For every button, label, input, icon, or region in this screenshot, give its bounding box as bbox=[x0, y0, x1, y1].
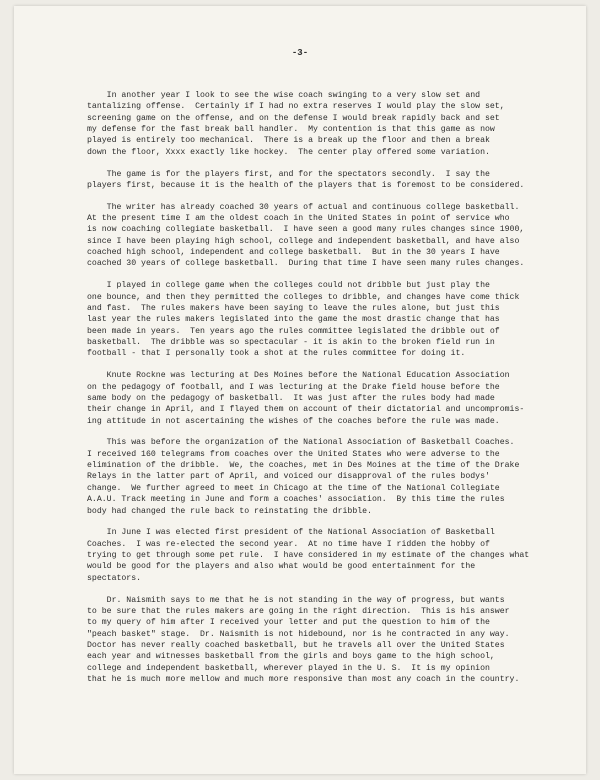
text-line: ing attitude in not ascertaining the wishes of the coaches before the rule was made. bbox=[87, 416, 500, 426]
text-line: since I have been playing high school, college and independent basketball, and have also bbox=[87, 236, 520, 246]
text-line: spectators. bbox=[87, 573, 142, 583]
page-number: -3- bbox=[291, 48, 309, 58]
text-line: I played in college game when the colleges could not dribble but just play the bbox=[87, 281, 490, 291]
text-line: coached high school, independent and college basketball. But in the 30 years I have bbox=[87, 248, 500, 258]
text-line: Doctor has never really coached basketball, but he travels all over the United States bbox=[87, 640, 505, 650]
text-line: same body on the pedagogy of basketball. It was just after the rules body had made bbox=[87, 393, 495, 403]
text-line: elimination of the dribble. We, the coaches, met in Des Moines at the time of the Drake bbox=[87, 461, 520, 471]
text-line: body had changed the rule back to reinstating the dribble. bbox=[87, 506, 372, 516]
text-line: Knute Rockne was lecturing at Des Moines before the National Education Association bbox=[87, 371, 510, 381]
text-line: The writer has already coached 30 years of actual and continuous college basketball. bbox=[87, 202, 520, 212]
text-line: Coaches. I was re-elected the second year. At no time have I ridden the hobby of bbox=[87, 539, 490, 549]
text-line: change. We further agreed to meet in Chicago at the time of the National Collegiate bbox=[87, 483, 500, 493]
paragraph bbox=[87, 370, 557, 427]
text-line: Relays in the latter part of April, and voiced our disapproval of the rules bodys' bbox=[87, 472, 490, 482]
text-line: "peach basket" stage. Dr. Naismith is not hidebound, nor is he contracted in any way. bbox=[87, 629, 510, 639]
text-line: is now coaching collegiate basketball. I have seen a good many rules changes since 1900, bbox=[87, 225, 525, 235]
text-line: basketball. The dribble was so spectacular - it is akin to the broken field run in bbox=[87, 338, 495, 348]
text-line: that he is much more mellow and much more responsive than most any coach in the country. bbox=[87, 674, 520, 684]
text-line: football - that I personally took a shot at the rules committee for doing it. bbox=[87, 349, 466, 359]
paragraph bbox=[87, 527, 557, 584]
text-line: to be sure that the rules makers are going in the right direction. This is his answer bbox=[87, 606, 510, 616]
text-line: I received 160 telegrams from coaches over the United States who were adverse to the bbox=[87, 449, 500, 459]
text-line: would be good for the players and also what would be good entertainment for the bbox=[87, 562, 476, 572]
paragraph bbox=[87, 169, 557, 192]
paragraph bbox=[87, 280, 557, 359]
text-line: down the floor, Xxxx exactly like hockey. The center play offered some variation. bbox=[87, 147, 490, 157]
text-line: In another year I look to see the wise coach swinging to a very slow set and bbox=[87, 91, 481, 100]
text-line: their change in April, and I flayed them on account of their dictatorial and uncompromis- bbox=[87, 405, 525, 415]
text-line: screening game on the offense, and on the defense I would break rapidly back and set bbox=[87, 113, 500, 123]
text-line: my defense for the fast break ball handler. My contention is that this game as now bbox=[87, 125, 495, 135]
text-line: At the present time I am the oldest coach in the United States in point of service who bbox=[87, 214, 510, 224]
text-line: A.A.U. Track meeting in June and form a coaches' association. By this time the rules bbox=[87, 495, 505, 505]
text-line: tantalizing offense. Certainly if I had no extra reserves I would play the slow set, bbox=[87, 102, 505, 112]
text-line: one bounce, and then they permitted the colleges to dribble, and changes have come thick bbox=[87, 292, 520, 302]
text-line: In June I was elected first president of the National Association of Basketball bbox=[87, 528, 495, 538]
text-line: The game is for the players first, and for the spectators secondly. I say the bbox=[87, 169, 490, 179]
text-line: to my query of him after I received your letter and put the question to him of the bbox=[87, 618, 490, 628]
document-body bbox=[87, 90, 557, 696]
text-line: been made in years. Ten years ago the rules committee legislated the dribble out of bbox=[87, 326, 500, 336]
text-line: college and independent basketball, wherever played in the U. S. It is my opinion bbox=[87, 663, 490, 673]
text-line: on the pedagogy of football, and I was lecturing at the Drake field house before the bbox=[87, 382, 500, 392]
text-line: played is entirely too mechanical. There is a break up the floor and then a break bbox=[87, 136, 490, 146]
paragraph bbox=[87, 202, 557, 270]
paragraph bbox=[87, 90, 557, 158]
paragraph bbox=[87, 437, 557, 516]
text-line: This was before the organization of the National Association of Basketball Coaches. bbox=[87, 438, 515, 448]
text-line: each year and witnesses basketball from the girls and boys game to the high school, bbox=[87, 652, 495, 662]
text-line: trying to get through some pet rule. I have considered in my estimate of the changes what bbox=[87, 551, 530, 561]
text-line: and fast. The rules makers have been saying to leave the rules alone, but just this bbox=[87, 304, 500, 313]
paragraph bbox=[87, 595, 557, 686]
text-line: players first, because it is the health of the players that is foremost to be considered. bbox=[87, 180, 525, 190]
text-line: coached 30 years of college basketball. During that time I have seen many rules changes. bbox=[87, 259, 525, 269]
text-line: Dr. Naismith says to me that he is not standing in the way of progress, but wants bbox=[87, 595, 505, 605]
text-line: last year the rules makers legislated into the game the most drastic change that has bbox=[87, 315, 500, 325]
document-page bbox=[14, 6, 586, 774]
